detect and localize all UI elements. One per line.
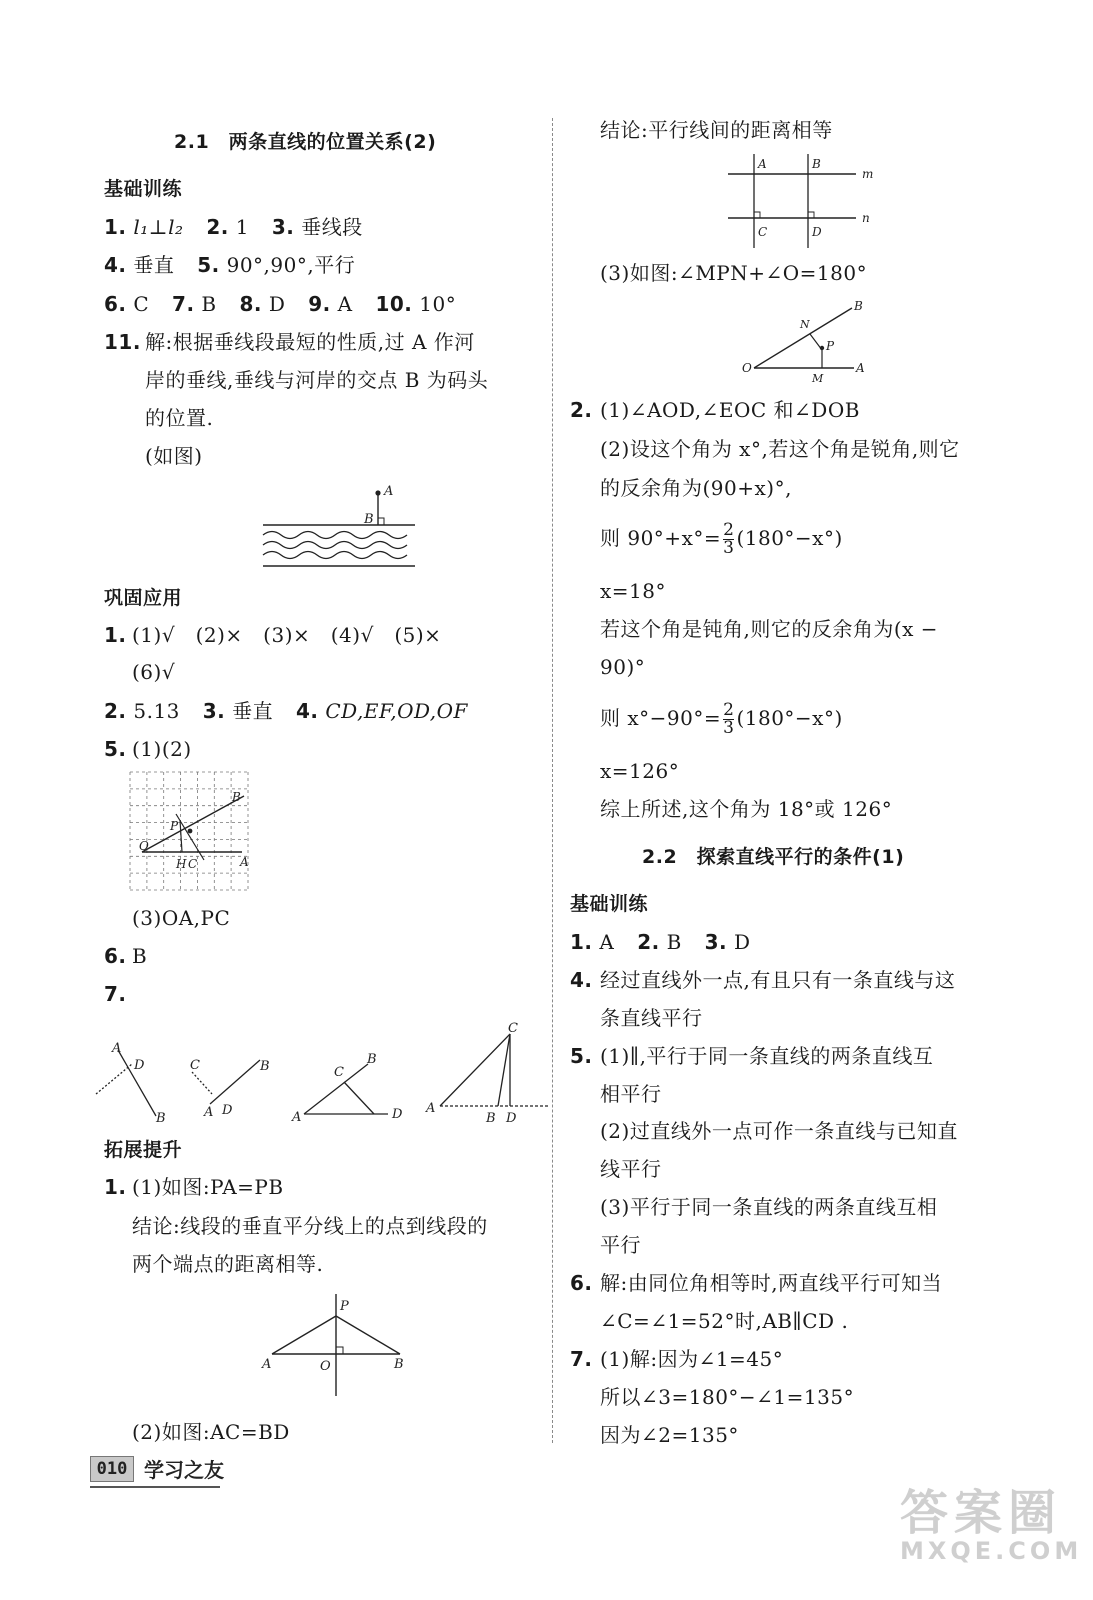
grid-label-b: B (232, 790, 241, 804)
angle-label-b: B (854, 299, 863, 313)
q11-line-2: 岸的垂线,垂线与河岸的交点 B 为码头 (145, 368, 489, 392)
q11-line-4: (如图) (145, 444, 203, 468)
r-q7-number: 7. (570, 1347, 593, 1371)
t1-line-1: (1)如图:PA=PB (132, 1175, 284, 1199)
parallel-label-m: m (862, 167, 874, 181)
r-q2-line-4: 若这个角是钝角,则它的反余角为(x − (600, 617, 939, 641)
answer-line-6-10: 6. C 7. B 8. D 9. A 10. 10° (104, 292, 457, 316)
t1-line-3: 两个端点的距离相等. (132, 1252, 324, 1276)
t1-line-2: 结论:线段的垂直平分线上的点到线段的 (132, 1214, 488, 1238)
f7b-label-c: C (190, 1058, 200, 1073)
f7d-label-a: A (426, 1101, 436, 1116)
section-title: 2.1 两条直线的位置关系(2) (174, 131, 437, 153)
r-q5-line-1: (1)∥,平行于同一条直线的两条直线互 (600, 1044, 934, 1068)
bisector-label-b: B (394, 1357, 404, 1372)
g5-line-2: (3)OA,PC (132, 906, 231, 930)
river-figure (260, 480, 420, 575)
r-q5-number: 5. (570, 1044, 593, 1068)
parallel-label-b: B (812, 157, 821, 171)
bisector-label-o: O (320, 1359, 331, 1374)
f7b-label-b: B (260, 1059, 270, 1074)
angle-label-a: A (856, 361, 865, 375)
grid-label-h: H (176, 857, 187, 871)
r-q2-line-5: 90)° (600, 655, 646, 679)
angle-label-n: N (800, 318, 810, 331)
r-q6-number: 6. (570, 1271, 593, 1295)
r-equation-1: 则 90°+x°= $\frac{2}{3}$ (180°−x°) (600, 520, 843, 558)
r-q2-line-3: 的反余角为(90+x)°, (600, 476, 792, 500)
g1-number: 1. (104, 623, 127, 647)
grid-label-c: C (188, 857, 198, 871)
grid-label-p: P (170, 819, 179, 833)
f7d-label-b: B (486, 1111, 496, 1126)
r-q5-line-6: 平行 (600, 1233, 641, 1257)
angle-figure (738, 296, 878, 388)
q11-number: 11. (104, 330, 141, 354)
page-number: 010 (90, 1456, 134, 1482)
bisector-figure (258, 1290, 408, 1400)
r-q4-line-2: 条直线平行 (600, 1006, 703, 1030)
brand-name: 学习之友 (144, 1458, 224, 1482)
t1-line-4: (2)如图:AC=BD (132, 1420, 290, 1444)
fraction-two-thirds-2: $\frac{2}{3}$ (723, 700, 735, 738)
r-q5-line-2: 相平行 (600, 1082, 662, 1106)
grid-label-a: A (240, 855, 249, 869)
r-q7-line-1: (1)解:因为∠1=45° (600, 1347, 784, 1371)
r-equation-2: 则 x°−90°= $\frac{2}{3}$ (180°−x°) (600, 700, 843, 738)
answer-line-g2-4: 2. 5.13 3. 垂直 4. CD,EF,OD,OF (104, 699, 468, 723)
grid-label-o: O (139, 839, 149, 853)
bisector-label-a: A (262, 1357, 272, 1372)
f7d-label-c: C (508, 1021, 518, 1036)
r-q5-line-4: 线平行 (600, 1157, 662, 1181)
r-q4-line-1: 经过直线外一点,有且只有一条直线与这 (600, 968, 956, 992)
r-q6-line-1: 解:由同位角相等时,两直线平行可知当 (600, 1271, 943, 1295)
g1-line-2: (6)√ (132, 660, 176, 684)
r-result-1: x=18° (600, 579, 666, 603)
angle-label-o: O (742, 361, 752, 375)
grid-figure (130, 772, 250, 892)
g1-line-1: (1)√ (2)× (3)× (4)√ (5)× (132, 623, 442, 647)
f7c-label-a: A (292, 1110, 302, 1125)
r-q5-line-5: (3)平行于同一条直线的两条直线互相 (600, 1195, 938, 1219)
r-conclusion-line: 结论:平行线间的距离相等 (600, 118, 833, 142)
f7a-label-a: A (112, 1041, 122, 1056)
r-result-2: x=126° (600, 759, 680, 783)
parallel-label-d: D (812, 225, 822, 239)
angle-label-p: P (826, 339, 835, 353)
parallel-figure (728, 152, 888, 252)
r-q5-line-3: (2)过直线外一点可作一条直线与已知直 (600, 1119, 958, 1143)
f7c-label-c: C (334, 1065, 344, 1080)
r-answer-1-3: 1. A 2. B 3. D (570, 930, 751, 954)
f7b-label-d: D (222, 1103, 233, 1118)
parallel-label-a: A (758, 157, 767, 171)
f7c-label-b: B (367, 1052, 377, 1067)
parallel-label-c: C (758, 225, 768, 239)
river-label-a: A (384, 484, 394, 499)
f7c-label-d: D (392, 1107, 403, 1122)
column-divider (552, 118, 553, 1443)
r-q2-line-2: (2)设这个角为 x°,若这个角是锐角,则它 (600, 437, 960, 461)
r-q2-number: 2. (570, 398, 593, 422)
angle-label-m: M (812, 372, 824, 385)
q11-line-3: 的位置. (145, 406, 214, 430)
heading-extension: 拓展提升 (104, 1139, 183, 1161)
r-summary: 综上所述,这个角为 18°或 126° (600, 797, 893, 821)
g5-line-1: (1)(2) (132, 737, 192, 761)
g7-number: 7. (104, 982, 127, 1006)
parallel-label-n: n (862, 211, 870, 225)
r-q7-line-3: 因为∠2=135° (600, 1423, 739, 1447)
answer-line-1-3: 1. l₁⊥l₂ 2. 1 3. 垂线段 (104, 215, 363, 239)
f7a-label-b: B (156, 1111, 166, 1126)
heading-basic-training: 基础训练 (104, 178, 183, 200)
footer-rule (90, 1486, 220, 1488)
f7a-label-d: D (134, 1058, 145, 1073)
g5-number: 5. (104, 737, 127, 761)
fraction-two-thirds: $\frac{2}{3}$ (723, 520, 735, 558)
watermark-logo: 答案圈 MXQE.COM (900, 1485, 1083, 1565)
t1-number: 1. (104, 1175, 127, 1199)
g6-answer: B (132, 944, 148, 968)
heading-basic-training-2: 基础训练 (570, 893, 649, 915)
q7-figures (88, 1016, 553, 1128)
g6-number: 6. (104, 944, 127, 968)
section-title-2: 2.2 探索直线平行的条件(1) (642, 846, 905, 868)
r-q7-line-2: 所以∠3=180°−∠1=135° (600, 1385, 855, 1409)
r-q6-line-2: ∠C=∠1=52°时,AB∥CD . (600, 1309, 849, 1333)
r-answer-3: (3)如图:∠MPN+∠O=180° (600, 261, 868, 285)
answer-line-4-5: 4. 垂直 5. 90°,90°,平行 (104, 253, 356, 277)
r-q4-number: 4. (570, 968, 593, 992)
f7d-label-d: D (506, 1111, 517, 1126)
f7b-label-a: A (204, 1105, 214, 1120)
heading-consolidation: 巩固应用 (104, 587, 183, 609)
river-label-b: B (364, 512, 374, 527)
q11-line-1: 解:根据垂线段最短的性质,过 A 作河 (145, 330, 475, 354)
r-q2-line-1: (1)∠AOD,∠EOC 和∠DOB (600, 398, 860, 422)
bisector-label-p: P (340, 1299, 349, 1314)
